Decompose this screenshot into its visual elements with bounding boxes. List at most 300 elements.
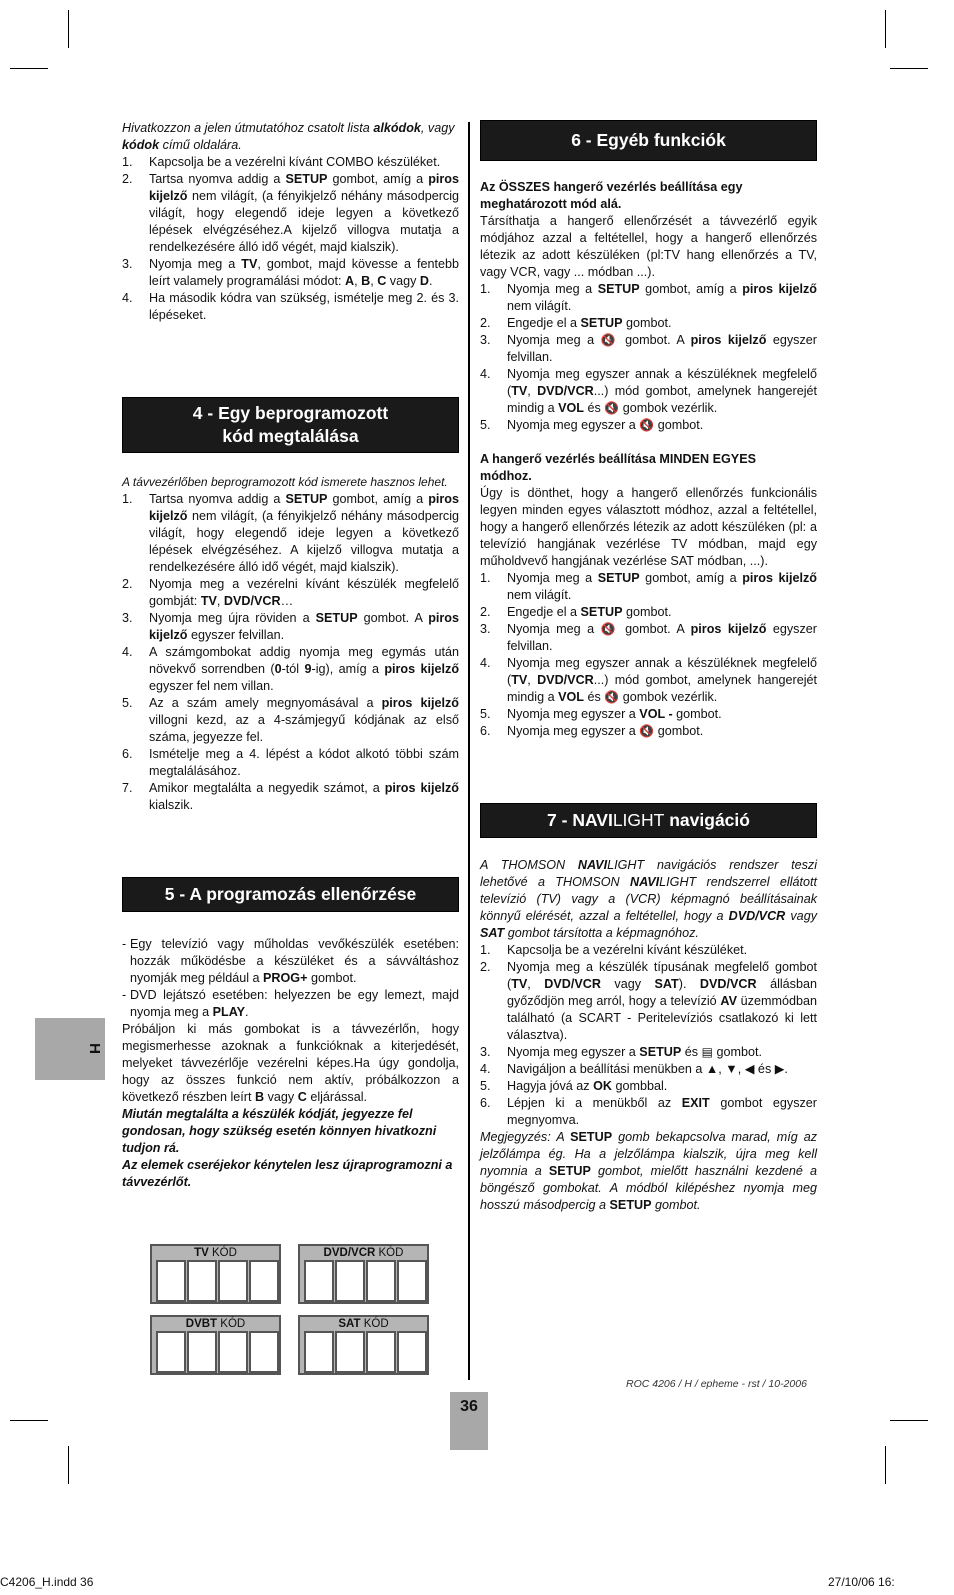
text-run: Nyomja meg egyszer annak a készüléknek megfelelő ( [507, 656, 817, 687]
text-run: Nyomja meg a [507, 571, 598, 585]
step-number: 3. [122, 257, 133, 271]
text-run: gombok vezérlik. [619, 690, 718, 704]
step-item [480, 332, 817, 366]
text-run: LIGHT rendszerrel ellátott televízió (TV) vagy a (VCR) képmagnó beállításainak könnyű elérését, azzal a feltétellel, hogy a [480, 875, 817, 923]
text-run: Hagyja jóvá az [507, 1079, 594, 1093]
bold-term: piros kijelző [742, 571, 817, 585]
step-number: 3. [480, 1045, 491, 1059]
column-divider [468, 122, 470, 1380]
label-rest: KÓD [208, 1247, 237, 1259]
bold-term: DVD/VCR [728, 909, 786, 923]
section-title-line: kód megtalálása [222, 426, 359, 446]
section-4-intro: A távvezérlőben beprogramozott kód ismerete hasznos lehet. [122, 475, 448, 489]
step-number: 4. [480, 1062, 491, 1076]
bold-term: SETUP [285, 172, 328, 186]
code-digit-cell[interactable] [249, 1331, 279, 1373]
step-number: 1. [480, 282, 491, 296]
section-title-part: 7 - NAVI [547, 810, 613, 830]
step-item [122, 576, 459, 610]
bold-term: SETUP [285, 492, 328, 506]
step-text [507, 1061, 817, 1078]
step-text [507, 332, 817, 366]
step-item [122, 256, 459, 290]
code-digit-cell[interactable] [156, 1260, 186, 1302]
code-digit-cell[interactable] [187, 1260, 217, 1302]
page-number: 36 [450, 1392, 488, 1450]
code-digit-cell[interactable] [304, 1260, 334, 1302]
step-number: - [122, 988, 127, 1002]
text-run: , [527, 673, 538, 687]
text-run: gombot. A [618, 333, 691, 347]
step-text [507, 621, 817, 655]
steps-list [480, 281, 817, 434]
step-item [480, 1044, 817, 1061]
bold-term: SAT [480, 926, 505, 940]
text-run: . [245, 1005, 249, 1019]
code-digit-cell[interactable] [249, 1260, 279, 1302]
bold-term: D [419, 274, 430, 288]
section-5-title: 5 - A programozás ellenőrzése [122, 877, 459, 912]
text-run: gombot, mielőtt használni kezdené a böngésző gombokat. A módból kilépéshez nyomja meg hosszú másodpercig a [480, 1164, 818, 1212]
bold-term: OK [593, 1079, 612, 1093]
step-number: 3. [480, 333, 491, 347]
steps-list [480, 570, 817, 740]
button-symbol-icon: ▤ [701, 1045, 713, 1059]
bullet-item [122, 987, 459, 1021]
text-run: és [681, 1045, 702, 1059]
bold-term: piros kijelző [149, 172, 459, 203]
para-bold: C [297, 1090, 307, 1104]
crop-mark [10, 68, 48, 69]
label-rest: KÓD [217, 1318, 246, 1330]
text-run: … [280, 594, 294, 608]
steps-list [122, 154, 459, 324]
bold-term: 9 [304, 662, 312, 676]
step-number: 2. [122, 172, 133, 186]
step-text [149, 256, 459, 290]
bold-term: TV [200, 594, 217, 608]
step-number: 6. [122, 747, 133, 761]
text-run: Nyomja meg újra röviden a [149, 611, 316, 625]
text-run: vagy [386, 274, 420, 288]
step-text [149, 610, 459, 644]
step-text [507, 366, 817, 417]
text-run: A THOMSON [480, 858, 578, 872]
crop-mark [68, 1446, 69, 1484]
text-run: gombok vezérlik. [619, 401, 718, 415]
step-number: 1. [122, 155, 133, 169]
step-number: 6. [480, 724, 491, 738]
step-text [507, 1044, 817, 1061]
bold-term: SETUP [639, 1045, 682, 1059]
text-run: Ha második kódra van szükség, ismételje meg 2. és 3. lépéseket. [149, 291, 459, 322]
step-text [130, 987, 459, 1021]
bold-term: TV [511, 384, 528, 398]
code-box-tv [150, 1244, 281, 1304]
code-digit-cell[interactable] [366, 1260, 396, 1302]
code-digit-cell[interactable] [397, 1331, 427, 1373]
subheading-line: Az ÖSSZES hangerő vezérlés beállítása egy [480, 180, 743, 194]
crop-mark [885, 10, 886, 48]
text-run: Nyomja meg egyszer a [507, 724, 640, 738]
bold-term: TV [241, 257, 258, 271]
intro-paragraph [122, 120, 459, 154]
step-text [507, 1078, 817, 1095]
text-run: -tól [281, 662, 305, 676]
code-digit-cell[interactable] [397, 1260, 427, 1302]
code-digit-cell[interactable] [187, 1331, 217, 1373]
text-run: , gombot, majd kövesse a fentebb leírt valamely programálási módot: [149, 257, 459, 288]
text-run: Ismételje meg a 4. lépést a kódot alkotó többi szám megtalálásához. [149, 747, 459, 778]
step-number: 4. [480, 367, 491, 381]
intro-text: , vagy [420, 121, 455, 135]
step-item [480, 604, 817, 621]
code-digit-cell[interactable] [218, 1260, 248, 1302]
code-digit-cell[interactable] [335, 1331, 365, 1373]
bold-term: SETUP [609, 1198, 652, 1212]
step-item [122, 154, 459, 171]
text-run: , [354, 274, 362, 288]
text-run: Az a szám amely megnyomásával a [149, 696, 382, 710]
section-7-intro [480, 857, 817, 942]
steps-list [122, 491, 459, 814]
text-run: Engedje el a [507, 316, 581, 330]
code-digit-cell[interactable] [366, 1331, 396, 1373]
right-column [480, 120, 817, 1214]
step-text [149, 154, 459, 171]
text-run: gombot. [622, 316, 672, 330]
left-column [122, 120, 459, 1191]
text-run: vagy [785, 909, 817, 923]
intro-term: kódok [122, 138, 160, 152]
text-run: Nyomja meg a vezérelni kívánt készülék megfelelő gombját: [149, 577, 459, 608]
bold-term: piros kijelző [149, 611, 459, 642]
note-paragraph: Miután megtalálta a készülék kódját, jegyezze fel gondosan, hogy szükség esetén könnyen hivatkozni tudjon rá. [122, 1107, 437, 1155]
text-run: Nyomja meg a [149, 257, 242, 271]
text-run: LIGHT navigációs rendszer teszi lehetővé a THOMSON [480, 858, 817, 889]
bold-term: NAVI [629, 875, 660, 889]
section-title-part: LIGHT [612, 810, 665, 830]
section-4-title [122, 397, 459, 453]
subheading [480, 451, 817, 485]
step-item [480, 706, 817, 723]
bold-term: SAT [654, 977, 679, 991]
step-text [149, 780, 459, 814]
code-box-label [300, 1318, 427, 1331]
bold-term: DVD/VCR [537, 384, 594, 398]
text-run: Engedje el a [507, 605, 581, 619]
step-number: 6. [480, 1096, 491, 1110]
code-digit-cell[interactable] [304, 1331, 334, 1373]
step-number: 1. [122, 492, 133, 506]
bold-term: VOL [558, 690, 584, 704]
label-rest: KÓD [375, 1247, 404, 1259]
text-run: gombot, amíg a [639, 571, 743, 585]
step-number: 1. [480, 571, 491, 585]
text-run: gombot. [672, 707, 722, 721]
step-text [507, 570, 817, 604]
step-number: - [122, 937, 127, 951]
step-text [507, 417, 817, 434]
text-run: gombot. A [618, 622, 691, 636]
text-run: gombot. A [357, 611, 429, 625]
step-number: 5. [480, 418, 491, 432]
bold-term: SETUP [315, 611, 358, 625]
step-number: 7. [122, 781, 133, 795]
step-text [130, 936, 459, 987]
para-bold: B [255, 1090, 265, 1104]
button-symbol-icon: 🔇 [604, 690, 620, 704]
crop-mark [10, 1420, 48, 1421]
text-run: egyszer felvillan. [187, 628, 285, 642]
step-item [480, 655, 817, 706]
text-run: gombot. [654, 724, 704, 738]
text-run: Kapcsolja be a vezérelni kívánt COMBO készüléket. [149, 155, 441, 169]
step-text [507, 723, 817, 740]
step-text [507, 604, 817, 621]
bold-term: VOL - [639, 707, 673, 721]
bold-term: DVD/VCR [223, 594, 281, 608]
step-item [480, 1061, 817, 1078]
bold-term: SETUP [548, 1164, 591, 1178]
text-run: gombbal. [612, 1079, 668, 1093]
bold-term: A [344, 274, 355, 288]
text-run: Nyomja meg egyszer a [507, 1045, 640, 1059]
step-item [480, 1095, 817, 1129]
side-tab-label: H [85, 1043, 103, 1054]
text-run: Kapcsolja be a vezérelni kívánt készüléket. [507, 943, 748, 957]
step-item [122, 644, 459, 695]
text-run: és [584, 690, 605, 704]
bullet-list [122, 936, 459, 1021]
text-run: Nyomja meg egyszer annak a készüléknek megfelelő ( [507, 367, 817, 398]
bold-term: SETUP [580, 316, 623, 330]
text-run: nem világít. [507, 299, 572, 313]
text-run: DVD lejátszó esetében: helyezzen be egy lemezt, majd nyomja meg a [130, 988, 459, 1019]
bold-term: SETUP [580, 605, 623, 619]
para-text: vagy [264, 1090, 298, 1104]
step-number: 2. [122, 577, 133, 591]
bold-term: PROG+ [263, 971, 308, 985]
step-number: 4. [122, 645, 133, 659]
bold-term: C [377, 274, 387, 288]
text-run: Nyomja meg a [507, 333, 601, 347]
text-run: Nyomja meg a [507, 622, 601, 636]
step-item [122, 290, 459, 324]
crop-mark [890, 68, 928, 69]
section-5-paragraph [122, 1021, 459, 1106]
file-date: 27/10/06 16: [828, 1575, 895, 1589]
text-run: gombot. [654, 418, 704, 432]
text-run: nem világít. [507, 588, 572, 602]
step-text [149, 491, 459, 576]
text-run: ...) mód gombot, amelynek hangerejét mindig a [507, 673, 817, 704]
steps-list [480, 942, 817, 1129]
step-text [507, 942, 817, 959]
step-text [149, 695, 459, 746]
code-digit-cell[interactable] [156, 1331, 186, 1373]
crop-mark [890, 1420, 928, 1421]
text-run: Megjegyzés: A [480, 1130, 571, 1144]
text-run: , [216, 594, 224, 608]
text-run: villogni kezd, az a 4-számjegyű kódjának az első száma, jegyezze fel. [149, 713, 459, 744]
step-text [507, 315, 817, 332]
text-run: egyszer fel nem villan. [149, 679, 274, 693]
paragraph: Társíthatja a hangerő ellenőrzését a távvezérlő egyik módjához azzal a feltétellel, hogy a hangerő ellenőrzés létezik az adott készüléken (pl:TV hang ellenőrzés a TV, vagy VCR, vagy ... módban ...). [480, 214, 817, 279]
button-symbol-icon: 🔇 [600, 333, 619, 347]
subheading-line: meghatározott mód alá. [480, 197, 622, 211]
label-bold: TV [194, 1247, 209, 1259]
bold-term: VOL [558, 401, 584, 415]
step-number: 5. [480, 1079, 491, 1093]
step-number: 1. [480, 943, 491, 957]
text-run: Amikor megtalálta a negyedik számot, a [149, 781, 385, 795]
section-title-part: navigáció [664, 810, 750, 830]
text-run: gombot társította a képmagnóhoz. [504, 926, 699, 940]
subheading [480, 179, 817, 213]
step-text [507, 959, 817, 1044]
bold-term: B [361, 274, 371, 288]
bold-term: TV [511, 673, 528, 687]
crop-mark [885, 1446, 886, 1484]
text-run: A számgombokat addig nyomja meg egymás után növekvő sorrendben ( [149, 645, 459, 676]
language-side-tab [35, 1018, 105, 1080]
note-paragraph: Az elemek cseréjekor kénytelen lesz újraprogramozni a távvezérlőt. [122, 1158, 453, 1189]
note-paragraph [480, 1129, 817, 1214]
text-run: Nyomja meg egyszer a [507, 707, 640, 721]
bold-term: piros kijelző [149, 492, 459, 523]
text-run: ...) mód gombot, amelynek hangerejét mindig a [507, 384, 817, 415]
text-run: . [429, 274, 433, 288]
section-title-line: 4 - Egy beprogramozott [192, 403, 389, 423]
text-run: Tartsa nyomva addig a [149, 172, 286, 186]
bold-term: 0 [274, 662, 282, 676]
intro-text: Hivatkozzon a jelen útmutatóhoz csatolt lista [122, 121, 374, 135]
bullet-item [122, 936, 459, 987]
text-run: ). [678, 977, 700, 991]
code-box-dvd-vcr [298, 1244, 429, 1304]
code-digit-cell[interactable] [218, 1331, 248, 1373]
step-text [507, 1095, 817, 1129]
bold-term: piros kijelző [381, 696, 459, 710]
step-number: 3. [480, 622, 491, 636]
button-symbol-icon: 🔇 [639, 724, 655, 738]
bold-term: DVD/VCR [544, 977, 601, 991]
section-6-title: 6 - Egyéb funkciók [480, 120, 817, 161]
text-run: Tartsa nyomva addig a [149, 492, 286, 506]
text-run: Egy televízió vagy műholdas vevőkészülék esetében: hozzák működésbe a készüléket és a sávváltáshoz nyomják meg például a [130, 937, 459, 985]
step-text [149, 290, 459, 324]
text-run: gombot. [622, 605, 672, 619]
step-item [480, 417, 817, 434]
code-box-dvbt [150, 1315, 281, 1375]
text-run: , [527, 977, 545, 991]
subheading-line: A hangerő vezérlés beállítása MINDEN EGYES [480, 452, 756, 466]
step-text [507, 281, 817, 315]
step-number: 2. [480, 605, 491, 619]
subheading-line: módhoz. [480, 469, 532, 483]
step-text [149, 576, 459, 610]
text-run: Lépjen ki a menükből az [507, 1096, 682, 1110]
code-box-label [152, 1318, 279, 1331]
label-rest: KÓD [360, 1318, 389, 1330]
step-text [149, 644, 459, 695]
step-item [480, 959, 817, 1044]
intro-text: című oldalára. [159, 138, 242, 152]
step-item [122, 610, 459, 644]
code-box-label [152, 1247, 279, 1260]
bold-term: SETUP [597, 282, 640, 296]
step-item [480, 315, 817, 332]
text-run: Nyomja meg a [507, 282, 598, 296]
bold-term: SETUP [570, 1130, 613, 1144]
step-item [480, 942, 817, 959]
step-text [149, 171, 459, 256]
step-item [122, 491, 459, 576]
step-number: 5. [122, 696, 133, 710]
bold-term: EXIT [681, 1096, 710, 1110]
text-run: egyszer felvillan. [507, 622, 817, 653]
text-run: gombot. [712, 1045, 762, 1059]
bold-term: AV [720, 994, 737, 1008]
text-run: gombot, amíg a [639, 282, 743, 296]
step-number: 3. [122, 611, 133, 625]
bold-term: NAVI [577, 858, 608, 872]
para-text: Próbáljon ki más gombokat is a távvezérlőn, hogy megismerhesse azoknak a funkcióknak a kiterjedését, melyeket távvezérlője vezérelni képes.Ha úgy gondolja, hogy az összes funkció nem aktív, próbálkozzon a következő részben leírt [122, 1022, 459, 1104]
text-run: és [584, 401, 605, 415]
bold-term: piros kijelző [690, 622, 767, 636]
bold-term: piros kijelző [690, 333, 767, 347]
doc-reference: ROC 4206 / H / epheme - rst / 10-2006 [626, 1378, 807, 1390]
text-run: gombot egyszer megnyomva. [507, 1096, 817, 1127]
text-run: , [527, 384, 538, 398]
step-item [480, 621, 817, 655]
para-text: eljárással. [306, 1090, 368, 1104]
button-symbol-icon: 🔇 [604, 401, 620, 415]
bold-term: SETUP [597, 571, 640, 585]
step-text [507, 655, 817, 706]
step-number: 2. [480, 316, 491, 330]
step-item [122, 171, 459, 256]
text-run: nem világít, (a fényikjelző néhány másodpercig világít, hogy elegendő ideje legyen a következő lépések elvégzéséhez.A kijelző villogva mutatja a rendelkezésére álló idő végét, majd kialszik). [149, 189, 459, 254]
step-item [480, 723, 817, 740]
step-number: 2. [480, 960, 491, 974]
text-run: nem világít, (a fényikjelző néhány másodpercig világít, hogy elegendő ideje legyen a következő lépések elvégzéséhez. A kijelző villogva mutatja a rendelkezésére álló idő végét, majd kialszik). [149, 509, 459, 574]
text-run: Nyomja meg a készülék típusának megfelelő gombot ( [507, 960, 817, 991]
step-item [122, 780, 459, 814]
step-item [480, 1078, 817, 1095]
bold-term: DVD/VCR [699, 977, 757, 991]
button-symbol-icon: 🔇 [639, 418, 655, 432]
step-item [480, 281, 817, 315]
step-number: 4. [122, 291, 133, 305]
step-item [122, 746, 459, 780]
bold-term: piros kijelző [742, 282, 817, 296]
label-bold: SAT [338, 1318, 361, 1330]
code-digit-cell[interactable] [335, 1260, 365, 1302]
text-run: kialszik. [149, 798, 194, 812]
text-run: , [370, 274, 378, 288]
step-number: 5. [480, 707, 491, 721]
bold-term: PLAY [212, 1005, 246, 1019]
step-item [480, 366, 817, 417]
text-run: állásban győződjön meg arról, hogy a televízió [507, 977, 817, 1008]
step-text [149, 746, 459, 780]
code-box-sat [298, 1315, 429, 1375]
step-number: 4. [480, 656, 491, 670]
step-text [507, 706, 817, 723]
text-run: gombot. [651, 1198, 701, 1212]
